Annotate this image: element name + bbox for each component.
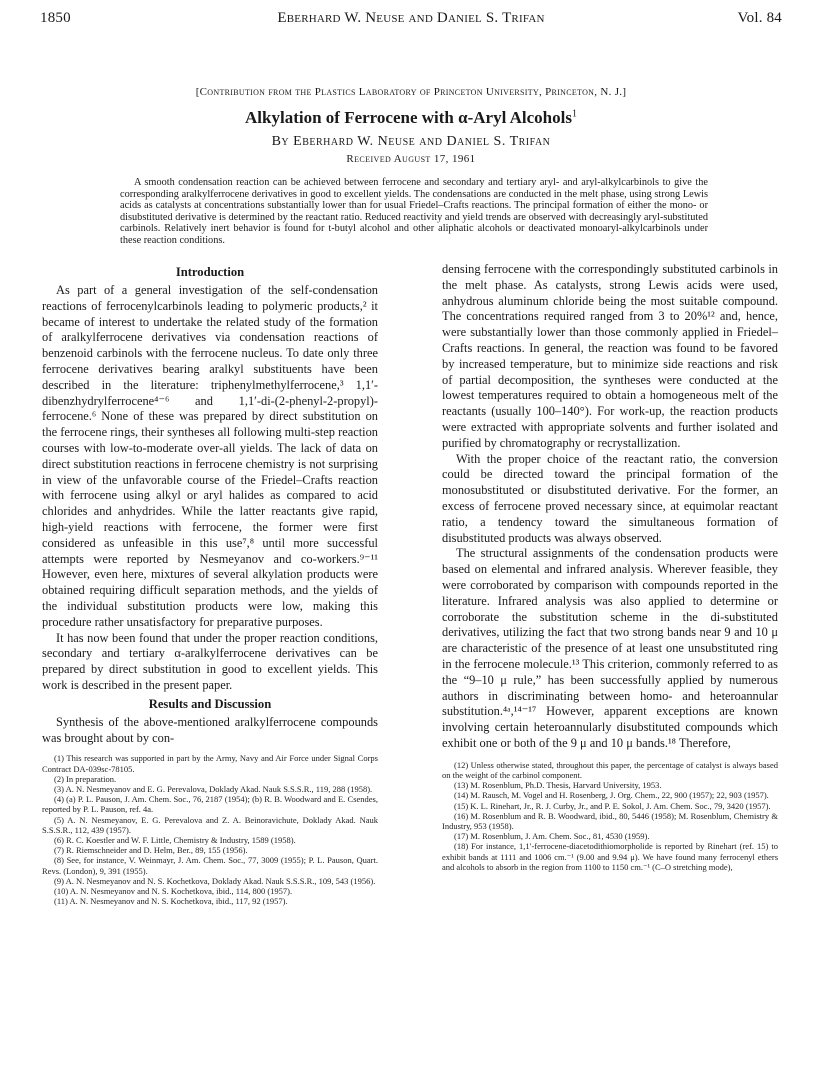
- article-title-text: Alkylation of Ferrocene with α-Aryl Alcohols: [245, 108, 572, 127]
- footnote: (16) M. Rosenblum and R. B. Woodward, ibid., 80, 5446 (1958); M. Rosenblum, Chemistry & Industry, 953 (1958).: [442, 810, 778, 831]
- right-paragraph-3: The structural assignments of the condensation products were based on elemental and infrared analysis. Wherever feasible, they were corroborated by comparison with compounds reported in the literature. Infrared analysis was also applied to determine or corroborate the substitution scheme in the di-substituted derivatives, utilizing the fact that two strong bands near 9 and 10 μ are characteristic of the presence of at least one unsubstituted ring in the ferrocene molecule.¹³ This criterion, commonly referred to as the “9–10 μ rule,” has been successfully applied by numerous authors in discriminating between homo- and heteroannular substitution.⁴ᵃ,¹⁴⁻¹⁷ However, apparent exceptions are known involving certain heteroannularly disubstituted compounds which exhibit one or both of the 9 μ and 10 μ bands.¹⁸ Therefore,: [442, 546, 778, 750]
- intro-paragraph-2: It has now been found that under the proper reaction conditions, secondary and tertiary α-aralkylferrocene derivatives can be prepared by direct substitution in good to excellent yields. This work is described in the present paper.: [42, 630, 378, 692]
- footnote: (1) This research was supported in part by the Army, Navy and Air Force under Signal Corps Contract DA-039sc-78105.: [42, 753, 378, 774]
- volume-number: Vol. 84: [737, 10, 782, 26]
- results-heading: Results and Discussion: [148, 696, 272, 711]
- page-number: 1850: [40, 10, 71, 26]
- right-paragraph-1: densing ferrocene with the correspondingly substituted carbinols in the melt phase. As catalysts, strong Lewis acids were used, anhydrous aluminum chloride being the most suitable compound. The concentrations required ranged from 3 to 20%¹² and, hence, were substantially lower than those commonly applied in Friedel–Crafts reactions. In general, the reaction was found to be favored by increased temperature, but to minimize side reactions and risk of partial decomposition, the syntheses were conducted at the lowest temperatures required to obtain a homogeneous melt of the reactants (usually 100–140°). For work-up, the reaction products were extracted with appropriate solvents and further isolated and purified by chromatography or recrystallization.: [442, 262, 778, 450]
- footnote: (14) M. Rausch, M. Vogel and H. Rosenberg, J. Org. Chem., 22, 900 (1957); 22, 903 (1957).: [454, 790, 769, 801]
- footnote: (10) A. N. Nesmeyanov and N. S. Kochetkova, ibid., 114, 800 (1957).: [54, 885, 293, 896]
- byline: By Eberhard W. Neuse and Daniel S. Trifan: [271, 134, 551, 149]
- right-paragraph-2: With the proper choice of the reactant ratio, the conversion could be directed toward the principal formation of the monosubstituted or disubstituted derivative. For the former, an excess of ferrocene proved necessary since, at equimolar reactant ratio, a tendency toward the simultaneous formation of disubstituted products was always observed.: [442, 451, 778, 545]
- footnote: (6) R. C. Koestler and W. F. Little, Chemistry & Industry, 1589 (1958).: [54, 834, 296, 845]
- footnote: (13) M. Rosenblum, Ph.D. Thesis, Harvard University, 1953.: [454, 780, 662, 791]
- intro-paragraph-1: As part of a general investigation of the self-condensation reactions of ferrocenylcarbinols leading to polymeric products,² it became of interest to undertake the related study of the formation of aralkylferrocene derivatives via condensation reactions of benzenoid carbinols with the ferrocene nucleus. To date only three ferrocene derivatives bearing aralkyl substituents have been described in the literature: triphenylmethylferrocene,³ 1,1′-dibenzhydrylferrocene⁴⁻⁶ and 1,1′-di-(2-phenyl-2-propyl)-ferrocene.⁶ None of these was prepared by direct substitution on the ferrocene rings, their syntheses all following multi-step reaction courses with low-to-moderate over-all yields. The lack of data on direct substitution reactions in ferrocene chemistry is not surprising in view of the unfavorable course of the Friedel–Crafts reaction with ferrocene using alkyl or aryl halides as compared to acid chlorides and anhydrides. While the latter reactants give rapid, high-yield reactions with ferrocene, the former were first considered as unfeasible in this use⁷,⁸ until more successful attempts were reported by Nesmeyanov and co-workers.⁹⁻¹¹ However, even here, mixtures of several alkylation products were obtained requiring difficult separation methods, and the yields of the individual substitution products were low, making this procedure rather unsatisfactory for preparative purposes.: [42, 283, 378, 629]
- right-column: [442, 262, 778, 872]
- left-footnotes: [42, 753, 378, 906]
- introduction-heading: Introduction: [175, 265, 245, 279]
- received-date: Received August 17, 1961: [346, 153, 476, 165]
- footnote: (11) A. N. Nesmeyanov and N. S. Kochetkova, ibid., 117, 92 (1957).: [54, 896, 288, 907]
- footnote: (15) K. L. Rinehart, Jr., R. J. Curby, Jr., and P. E. Sokol, J. Am. Chem. Soc., 79, 3420 (1957).: [454, 800, 771, 811]
- results-paragraph-1: Synthesis of the above-mentioned aralkylferrocene compounds was brought about by con-: [42, 714, 378, 745]
- abstract: A smooth condensation reaction can be achieved between ferrocene and secondary and tertiary aryl- and aryl-alkylcarbinols to give the corresponding aralkylferrocene derivatives in good to excellent yields. The condensations are conducted in the melt phase, using strong Lewis acids as catalysts at concentrations substantially lower than for usual Friedel–Crafts reactions. The principal formation of either the mono- or disubstituted derivative is determined by the reactant ratio. Reduced reactivity and yield trends are observed with decreasingly aryl-substituted carbinols. Relatively inert behavior is found for t-butyl alcohol and other aliphatic alcohols or deactivated monoaryl-alkylcarbinols under these reaction conditions.: [120, 177, 708, 246]
- footnote: (8) See, for instance, V. Weinmayr, J. Am. Chem. Soc., 77, 3009 (1955); P. L. Pauson, Quart. Revs. (London), 9, 391 (1955).: [42, 855, 378, 876]
- footnote: (7) R. Riemschneider and D. Helm, Ber., 89, 155 (1956).: [54, 845, 248, 856]
- right-footnotes: [442, 760, 778, 872]
- footnote: (17) M. Rosenblum, J. Am. Chem. Soc., 81, 4530 (1959).: [454, 831, 650, 842]
- title-footnote-mark: 1: [571, 108, 577, 120]
- footnote: (3) A. N. Nesmeyanov and E. G. Perevalova, Doklady Akad. Nauk S.S.S.R., 119, 288 (1958).: [54, 783, 373, 794]
- footnote: (2) In preparation.: [54, 773, 117, 784]
- footnote: (9) A. N. Nesmeyanov and N. S. Kochetkova, Doklady Akad. Nauk S.S.S.R., 109, 543 (1956).: [54, 875, 376, 886]
- footnote: (5) A. N. Nesmeyanov, E. G. Perevalova and Z. A. Beinoravichute, Doklady Akad. Nauk S.S.S.R., 112, 439 (1957).: [42, 814, 378, 835]
- running-head-authors: Eberhard W. Neuse and Daniel S. Trifan: [277, 10, 545, 26]
- left-column: [42, 262, 378, 906]
- footnote: (12) Unless otherwise stated, throughout this paper, the percentage of catalyst is always based on the weight of the carbinol component.: [442, 759, 778, 780]
- footnote: (18) For instance, 1,1′-ferrocene-diacetodithiomorpholide is reported by Rinehart (ref. 15) to exhibit bands at 1111 and 1006 cm.⁻¹ (9.00 and 9.94 μ). We have found many ferrocenyl ethers and alcohols to absorb in the region from 1100 to 1150 cm.⁻¹ (C–O stretching mode),: [442, 841, 778, 872]
- footnote: (4) (a) P. L. Pauson, J. Am. Chem. Soc., 76, 2187 (1954); (b) R. B. Woodward and E. Csendes, reported by P. L. Pauson, ref. 4a.: [42, 794, 378, 815]
- running-head: [40, 10, 782, 30]
- article-title: [40, 108, 782, 128]
- contribution-line: [Contribution from the Plastics Laboratory of Princeton University, Princeton, N. J.]: [195, 86, 627, 98]
